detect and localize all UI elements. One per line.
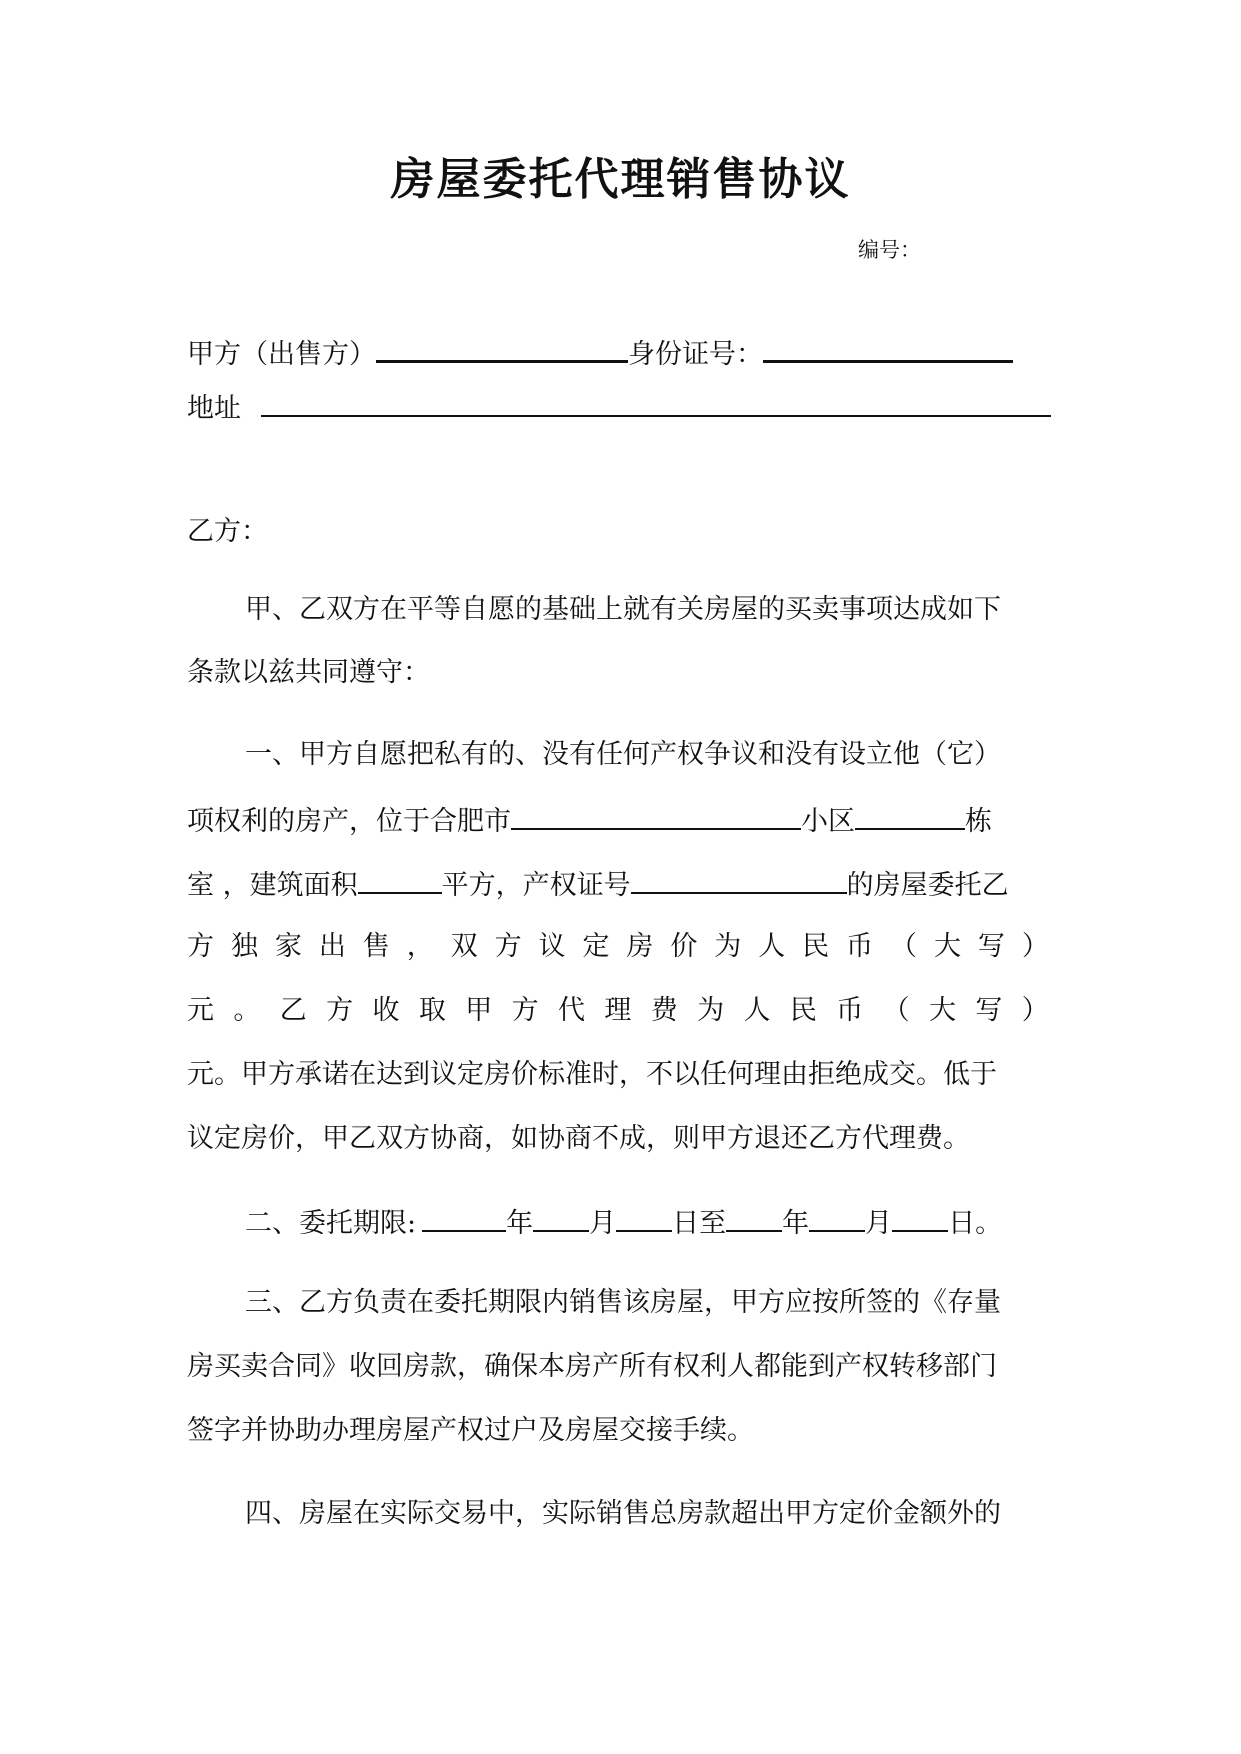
day-to-text: 日至	[672, 1208, 727, 1239]
char: 家	[274, 931, 302, 962]
month-text: 月	[865, 1208, 893, 1239]
end-day-blank[interactable]	[892, 1203, 948, 1232]
clause2-prefix: 二、委托期限:	[245, 1208, 417, 1239]
clause3-line-2: 房买卖合同》收回房款，确保本房产所有权利人都能到产权转移部门	[187, 1351, 997, 1382]
clause1-community-text: 小区	[801, 806, 855, 837]
clause1-cert-text: 平方，产权证号	[441, 870, 631, 901]
clause3-line-3: 签字并协助办理房屋产权过户及房屋交接手续。	[187, 1415, 754, 1446]
party-b-label: 乙方：	[187, 516, 268, 547]
certificate-number-blank[interactable]	[631, 865, 847, 894]
char: 价	[670, 931, 698, 962]
char: 乙	[279, 995, 307, 1026]
char: （	[882, 995, 910, 1026]
end-year-blank[interactable]	[726, 1203, 782, 1232]
start-month-blank[interactable]	[533, 1203, 589, 1232]
id-number-blank[interactable]	[763, 333, 1013, 363]
end-month-blank[interactable]	[809, 1203, 865, 1232]
clause1-building-text: 栋	[965, 806, 992, 837]
clause1-location-text: 项权利的房产，位于合肥市	[187, 806, 511, 837]
clause1-line-1: 一、甲方自愿把私有的、没有任何产权争议和没有设立他（它）	[245, 739, 1001, 770]
char: 为	[697, 995, 725, 1026]
char: 费	[650, 995, 678, 1026]
start-year-blank[interactable]	[422, 1203, 506, 1232]
char: 人	[743, 995, 771, 1026]
char: 币	[846, 931, 874, 962]
address-blank[interactable]	[261, 388, 1051, 417]
char: 。	[233, 995, 261, 1026]
char: 元	[187, 995, 214, 1026]
char: 方	[511, 995, 539, 1026]
char: 方	[187, 931, 214, 962]
char: 代	[558, 995, 585, 1026]
char: ）	[1021, 931, 1049, 962]
char: ，	[406, 931, 434, 962]
area-blank[interactable]	[358, 865, 442, 894]
char: 售	[362, 931, 390, 962]
char: （	[890, 931, 917, 962]
char: 人	[758, 931, 786, 962]
char: 出	[318, 931, 346, 962]
building-blank[interactable]	[855, 801, 965, 830]
clause1-line-3	[187, 865, 1009, 904]
city-address-blank[interactable]	[511, 801, 801, 830]
char: 民	[802, 931, 830, 962]
month-text: 月	[589, 1208, 617, 1239]
char: ）	[1021, 995, 1049, 1026]
char: 取	[418, 995, 446, 1026]
char: 写	[975, 995, 1003, 1026]
char: 民	[789, 995, 817, 1026]
char: 甲	[465, 995, 493, 1026]
year-text: 年	[506, 1208, 534, 1239]
party-a-label: 甲方（出售方）	[187, 339, 376, 370]
clause1-line-6: 元。甲方承诺在达到议定房价标准时，不以任何理由拒绝成交。低于	[187, 1059, 997, 1090]
char: 理	[604, 995, 632, 1026]
char: 双	[450, 931, 478, 962]
party-a-row	[187, 333, 1013, 373]
id-number-label: 身份证号：	[628, 339, 763, 370]
char: 定	[582, 931, 610, 962]
char: 币	[836, 995, 864, 1026]
clause2-line	[245, 1203, 1002, 1242]
char: 大	[929, 995, 956, 1026]
year-text: 年	[782, 1208, 810, 1239]
char: 大	[933, 931, 961, 962]
char: 为	[714, 931, 742, 962]
document-title: 房屋委托代理销售协议	[390, 154, 851, 205]
char: 收	[372, 995, 400, 1026]
clause1-entrust-text: 的房屋委托乙	[846, 870, 1009, 901]
day-end-text: 日。	[948, 1208, 1003, 1239]
address-row	[187, 388, 1051, 427]
intro-line-2: 条款以兹共同遵守：	[187, 657, 430, 688]
char: 议	[538, 931, 566, 962]
clause1-line-5	[187, 993, 1049, 1029]
char: 方	[494, 931, 522, 962]
start-day-blank[interactable]	[616, 1203, 672, 1232]
doc-number-label: 编号：	[858, 238, 921, 262]
char: 房	[626, 931, 654, 962]
clause1-area-text: 室 ，建筑面积	[187, 870, 358, 901]
clause4-line-1: 四、房屋在实际交易中，实际销售总房款超出甲方定价金额外的	[245, 1498, 1001, 1529]
party-a-name-blank[interactable]	[376, 333, 628, 363]
char: 方	[326, 995, 354, 1026]
intro-line-1: 甲、乙双方在平等自愿的基础上就有关房屋的买卖事项达成如下	[245, 594, 1001, 625]
address-label: 地址	[187, 393, 241, 424]
clause1-line-2	[187, 801, 992, 840]
char: 独	[230, 931, 258, 962]
clause1-line-7: 议定房价，甲乙双方协商，如协商不成，则甲方退还乙方代理费。	[187, 1123, 970, 1154]
char: 写	[977, 931, 1005, 962]
clause3-line-1: 三、乙方负责在委托期限内销售该房屋，甲方应按所签的《存量	[245, 1287, 1001, 1318]
clause1-line-4	[187, 929, 1049, 965]
